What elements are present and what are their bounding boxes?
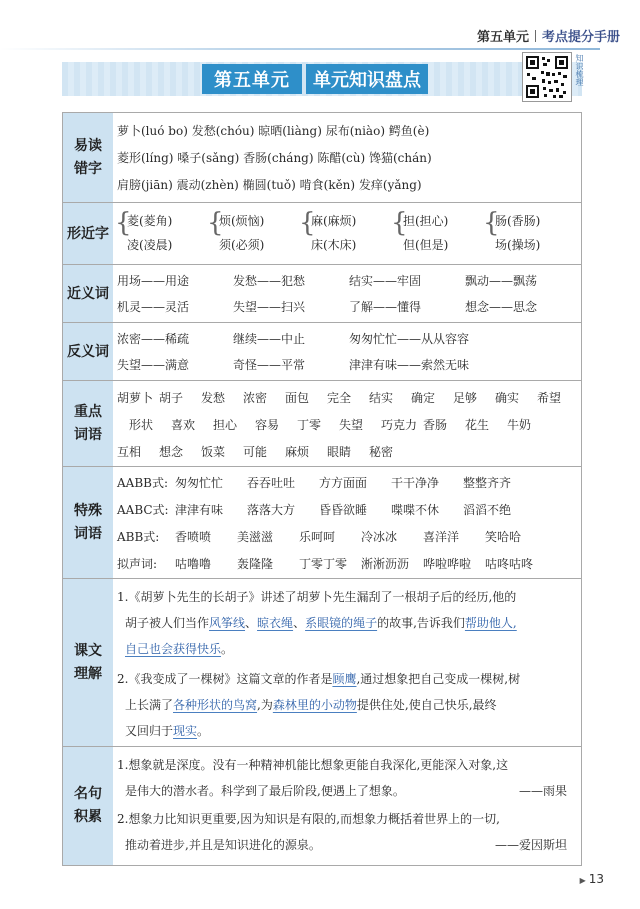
quote-1-line2: 是伟大的潜水者。科学到了最后阶段,便遇上了想象。 [125, 784, 405, 798]
pattern-label: AABB式: [117, 476, 169, 490]
special-word: 香喷喷 [175, 530, 212, 544]
special-word: 落落大方 [247, 503, 296, 517]
section-key-words [63, 380, 581, 467]
key-word: 牛奶 [507, 418, 532, 432]
key-word: 互相 [117, 445, 142, 459]
pattern-label: 拟声词: [117, 557, 158, 571]
section-special-words [63, 466, 581, 579]
header-unit: 第五单元 [476, 30, 529, 45]
misread-line: 肩膀(jiān) 震动(zhèn) 椭圆(tuǒ) 啃食(kěn) 发痒(yǎng) [117, 178, 422, 192]
quote-2-author: ——爱因斯坦 [494, 838, 567, 852]
comprehension-p1-line1: 1.《胡萝卜先生的长胡子》讲述了胡萝卜先生漏刮了一根胡子后的经历,他的 [117, 590, 517, 604]
section-content [117, 113, 575, 203]
section-easy-misread [63, 112, 581, 203]
section-label: 反义词 [63, 323, 113, 381]
key-word: 香肠 [423, 418, 448, 432]
page-number: ▶ 13 [579, 872, 604, 886]
key-word: 胡子 [159, 391, 184, 405]
misread-line: 萝卜(luó bo) 发愁(chóu) 晾晒(liàng) 尿布(niào) 鳄鱼(è) [117, 124, 430, 138]
special-word: 丁零丁零 [299, 557, 348, 571]
key-word: 饭菜 [201, 445, 226, 459]
header-divider [535, 30, 536, 42]
answer-underline: 晾衣绳 [257, 616, 294, 630]
comprehension-p1-line3: 自己也会获得快乐。 [125, 642, 234, 656]
special-word: 整整齐齐 [463, 476, 512, 490]
page-arrow-icon: ▶ [579, 876, 586, 885]
special-word: 咕咚咕咚 [485, 557, 534, 571]
knowledge-table [62, 112, 582, 866]
synonym-pair: 结实——牢固 [349, 274, 422, 288]
section-comprehension [63, 578, 581, 747]
answer-underline: 帮助他人, [464, 616, 517, 630]
section-label: 易读 错字 [63, 113, 113, 203]
pattern-label: AABC式: [117, 503, 169, 517]
pattern-label: ABB式: [117, 530, 160, 544]
answer-underline: 各种形状的鸟窝 [173, 698, 258, 712]
key-word: 喜欢 [171, 418, 196, 432]
synonym-pair: 发愁——犯愁 [233, 274, 306, 288]
answer-underline: 自己也会获得快乐 [125, 642, 222, 656]
key-word: 确实 [495, 391, 520, 405]
special-word: 匆匆忙忙 [175, 476, 224, 490]
comprehension-p2-line3: 又回归于现实。 [125, 724, 210, 738]
section-content [117, 323, 575, 381]
key-word: 足够 [453, 391, 478, 405]
special-word: 方方面面 [319, 476, 368, 490]
antonym-pair: 失望——满意 [117, 358, 190, 372]
section-label: 名句 积累 [63, 747, 113, 865]
antonym-pair: 浓密——稀疏 [117, 332, 190, 346]
special-word: 冷冰冰 [361, 530, 398, 544]
section-content [117, 381, 575, 467]
comprehension-p2-line1: 2.《我变成了一棵树》这篇文章的作者是顾鹰,通过想象把自己变成一棵树,树 [117, 672, 521, 686]
special-word: 轰隆隆 [237, 557, 274, 571]
section-label: 重点 词语 [63, 381, 113, 467]
answer-underline: 系眼镜的绳子 [305, 616, 378, 630]
special-word: 淅淅沥沥 [361, 557, 410, 571]
section-content [117, 265, 575, 323]
synonym-pair: 失望——扫兴 [233, 300, 306, 314]
key-word: 希望 [537, 391, 562, 405]
special-word: 干干净净 [391, 476, 440, 490]
comprehension-p2-line2: 上长满了各种形状的鸟窝,为森林里的小动物提供住处,使自己快乐,最终 [125, 698, 497, 712]
key-word: 眼睛 [327, 445, 352, 459]
section-label: 近义词 [63, 265, 113, 323]
section-antonyms [63, 322, 581, 381]
key-word: 担心 [213, 418, 238, 432]
key-word: 浓密 [243, 391, 268, 405]
section-label: 形近字 [63, 203, 113, 265]
special-word: 吞吞吐吐 [247, 476, 296, 490]
antonym-pair: 继续——中止 [233, 332, 306, 346]
section-synonyms [63, 264, 581, 323]
section-content [117, 579, 575, 747]
qr-caption: 知识梳理 [575, 54, 584, 86]
quote-2-line1: 2.想象力比知识更重要,因为知识是有限的,而想象力概括着世界上的一切, [117, 812, 500, 826]
qr-code-image [523, 53, 571, 101]
key-word: 想念 [159, 445, 184, 459]
synonym-pair: 想念——思念 [465, 300, 538, 314]
answer-underline: 森林里的小动物 [272, 698, 357, 712]
antonym-pair: 匆匆忙忙——从从容容 [349, 332, 470, 346]
antonym-pair: 奇怪——平常 [233, 358, 306, 372]
key-word: 完全 [327, 391, 352, 405]
key-word: 形状 [129, 418, 154, 432]
special-word: 笑哈哈 [485, 530, 522, 544]
special-word: 喜洋洋 [423, 530, 460, 544]
synonym-pair: 用场——用途 [117, 274, 190, 288]
special-word: 乐呵呵 [299, 530, 336, 544]
special-word: 哗啦哗啦 [423, 557, 472, 571]
quote-2-line2: 推动着进步,并且是知识进化的源泉。 [125, 838, 321, 852]
special-word: 咕噜噜 [175, 557, 212, 571]
key-word: 容易 [255, 418, 280, 432]
key-word: 巧克力 [381, 418, 418, 432]
answer-underline: 风筝线 [209, 616, 246, 630]
header-rule [0, 48, 600, 50]
antonym-pair: 津津有味——索然无味 [349, 358, 470, 372]
special-word: 美滋滋 [237, 530, 274, 544]
key-word: 花生 [465, 418, 490, 432]
answer-underline: 顾鹰 [332, 672, 357, 686]
key-word: 面包 [285, 391, 310, 405]
section-content [117, 467, 575, 579]
page-title: 单元知识盘点 [306, 64, 428, 94]
key-word: 麻烦 [285, 445, 310, 459]
special-word: 津津有味 [175, 503, 224, 517]
key-word: 可能 [243, 445, 268, 459]
section-similar-form [63, 202, 581, 265]
running-header [477, 26, 620, 45]
section-quotes [63, 746, 581, 866]
key-word: 发愁 [201, 391, 226, 405]
special-word: 滔滔不绝 [463, 503, 512, 517]
key-word: 确定 [411, 391, 436, 405]
special-word: 昏昏欲睡 [319, 503, 368, 517]
synonym-pair: 机灵——灵活 [117, 300, 190, 314]
section-content: { 菱(菱角) 凌(凌晨) { 烦(烦恼) 须(必须) { 麻(麻烦) 床(木床) { 担(担心) 但(但是) { 肠(香肠) 场(操场) [115, 208, 541, 252]
header-handbook: 考点提分手册 [541, 30, 620, 45]
key-word: 失望 [339, 418, 364, 432]
synonym-pair: 了解——懂得 [349, 300, 422, 314]
key-word: 丁零 [297, 418, 322, 432]
section-content [117, 747, 575, 865]
section-label: 课文 理解 [63, 579, 113, 747]
synonym-pair: 飘动——飘荡 [465, 274, 538, 288]
special-word: 喋喋不休 [391, 503, 440, 517]
title-unit-label: 第五单元 [202, 64, 302, 94]
key-word: 结实 [369, 391, 394, 405]
key-word: 秘密 [369, 445, 394, 459]
quote-1-line1: 1.想象就是深度。没有一种精神机能比想象更能自我深化,更能深入对象,这 [117, 758, 509, 772]
comprehension-p1-line2: 胡子被人们当作风筝线、晾衣绳、系眼镜的绳子的故事,告诉我们帮助他人, [125, 616, 517, 630]
key-word: 胡萝卜 [117, 391, 154, 405]
quote-1-author: ——雨果 [518, 784, 567, 798]
misread-line: 菱形(líng) 嗓子(sǎng) 香肠(cháng) 陈醋(cù) 馋猫(chán) [117, 151, 432, 165]
qr-code[interactable] [522, 52, 572, 102]
answer-underline: 现实 [173, 724, 198, 738]
section-label: 特殊 词语 [63, 467, 113, 579]
